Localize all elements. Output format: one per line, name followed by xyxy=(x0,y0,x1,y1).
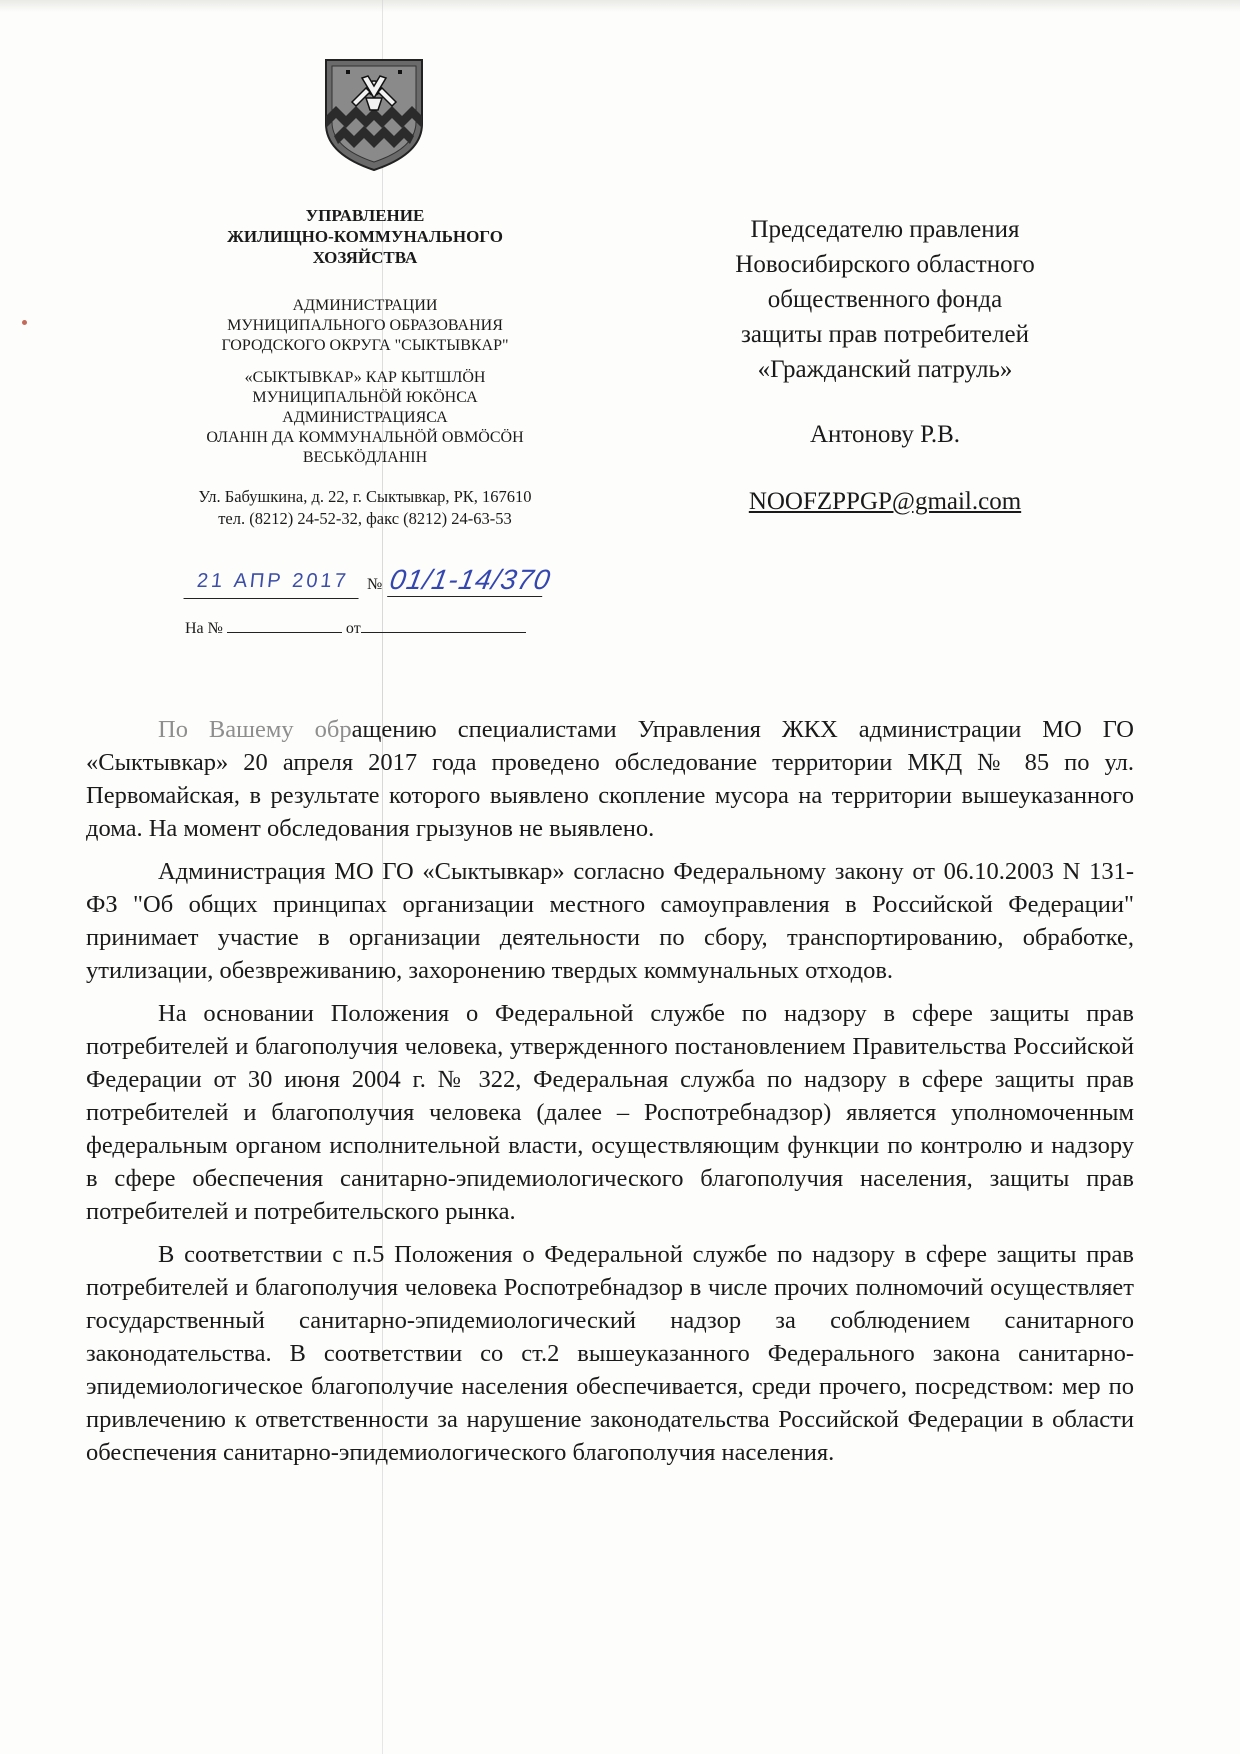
sender-letterhead xyxy=(130,205,600,530)
reference-line xyxy=(185,618,526,638)
sender-phone: тел. (8212) 24-52-32, факс (8212) 24-63-53 xyxy=(218,509,512,528)
scan-speck xyxy=(22,320,27,325)
registration-line xyxy=(185,564,555,600)
reference-number-label: На № xyxy=(185,620,223,637)
body-paragraph-3: На основании Положения о Федеральной службе по надзору в сфере защиты прав потребителей и благополучия человека, утвержденного постановлением Правительства Российской Федерации от 30 июня 2004 г. № 322, Федеральная служба по надзору в сфере защиты прав потребителей и благополучия человека (далее – Роспотребнадзор) является уполномоченным федеральным органом исполнительной власти, осуществляющим функции по контролю и надзору в сфере обеспечения санитарно-эпидемиологического благополучия населения, защиты прав потребителей и потребительского рынка. xyxy=(86,1000,1134,1225)
department-name: УПРАВЛЕНИЕ ЖИЛИЩНО-КОММУНАЛЬНОГО ХОЗЯЙСТВА xyxy=(227,206,503,267)
addressee-name: Антонову Р.В. xyxy=(809,421,961,448)
body-paragraph-4: В соответствии с п.5 Положения о Федеральной службе по надзору в сфере защиты прав потребителей и благополучия человека Роспотребнадзор в числе прочих полномочий осуществляет государственный санитарно-эпидемиологический надзор за соблюдением санитарного законодательства. В соответствии со ст.2 вышеуказанного Федерального закона санитарно-эпидемиологическое благополучие населения обеспечивается, среди прочего, посредством: мер по привлечению к ответственности за нарушение законодательства Российской Федерации в области обеспечения санитарно-эпидемиологического благополучия населения. xyxy=(86,1241,1134,1466)
registration-number-handwritten: 01/1-14/370 xyxy=(387,564,554,595)
body-paragraph-1: По Вашему обращению специалистами Управления ЖКХ администрации МО ГО «Сыктывкар» 20 апреля 2017 года проведено обследование территории МКД № 85 по ул. Первомайская, в результате которого выявлено скопление мусора на территории вышеуказанного дома. На момент обследования грызунов не выявлено. xyxy=(86,716,1134,842)
addressee-line: «Гражданский патруль» xyxy=(757,356,1013,383)
body-paragraph-2: Администрация МО ГО «Сыктывкар» согласно Федеральному закону от 06.10.2003 N 131-ФЗ "Об общих принципах организации местного самоуправления в Российской Федерации" принимает участие в организации деятельности по сбору, транспортированию, обработке, утилизации, обезвреживанию, захоронению твердых коммунальных отходов. xyxy=(86,858,1134,984)
sender-address: Ул. Бабушкина, д. 22, г. Сыктывкар, РК, 167610 xyxy=(198,487,532,506)
reference-date-blank xyxy=(361,618,526,633)
reference-number-blank xyxy=(227,618,342,633)
letter-body xyxy=(86,713,1134,1479)
number-label: № xyxy=(367,576,383,593)
addressee-email: NOOFZPPGP@gmail.com xyxy=(748,488,1022,515)
faded-text: По Вашему обр xyxy=(158,716,352,743)
scan-top-shadow xyxy=(0,0,1240,12)
addressee-line: общественного фонда xyxy=(767,286,1003,313)
coat-of-arms-icon xyxy=(322,58,426,172)
addressee-line: Председателю правления xyxy=(750,216,1020,243)
registration-date-stamp: 21 АПР 2017 xyxy=(183,570,361,599)
administration-name: АДМИНИСТРАЦИИ МУНИЦИПАЛЬНОГО ОБРАЗОВАНИЯ ГОРОДСКОГО ОКРУГА "СЫКТЫВКАР" xyxy=(221,297,509,354)
administration-name-komi: «СЫКТЫВКАР» КАР КЫТШЛӦН МУНИЦИПАЛЬНӦЙ ЮКӦНСА АДМИНИСТРАЦИЯСА ОЛАНIН ДА КОММУНАЛЬНӦЙ ОВМӦСӦН ВЕСЬКӦДЛАНIН xyxy=(206,369,524,466)
addressee-line: Новосибирского областного xyxy=(735,251,1035,278)
addressee-line: защиты прав потребителей xyxy=(740,321,1030,348)
reference-from-label: от xyxy=(345,620,361,637)
addressee-block xyxy=(660,212,1110,519)
